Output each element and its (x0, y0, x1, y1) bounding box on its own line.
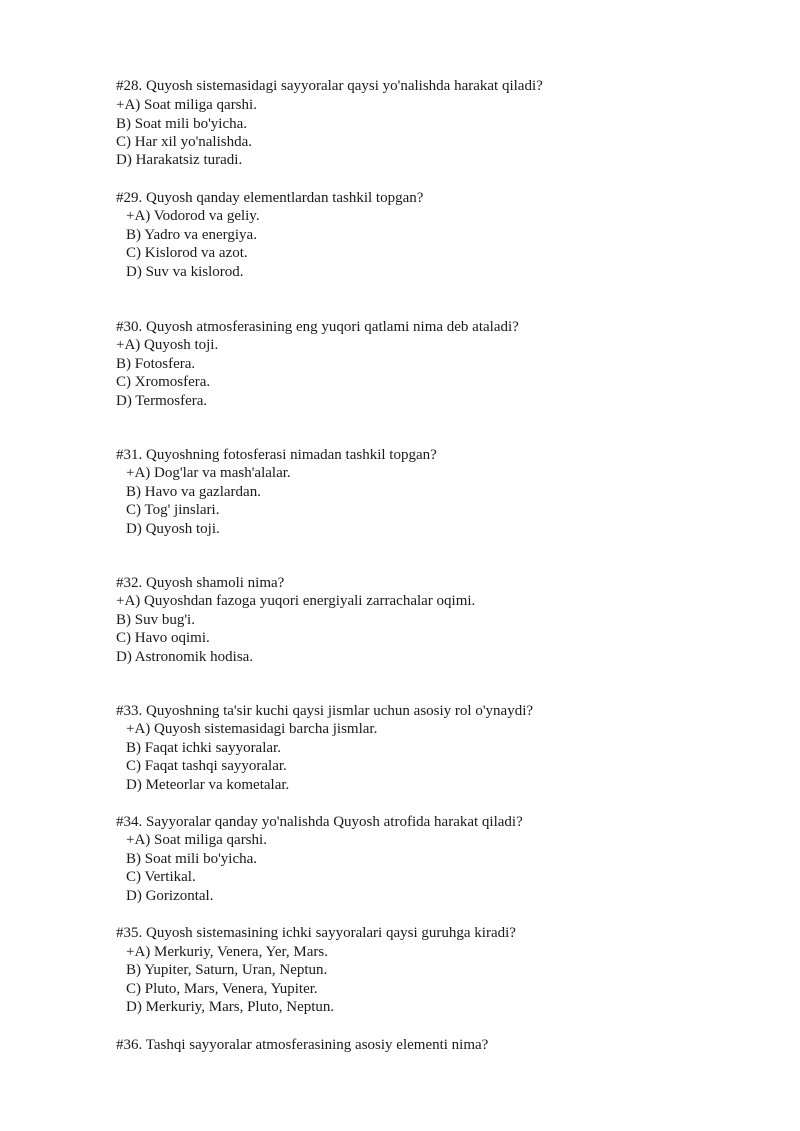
option-32-d: D) Astronomik hodisa. (116, 649, 254, 665)
option-31-b: B) Havo va gazlardan. (126, 484, 261, 500)
option-34-c: C) Vertikal. (126, 869, 196, 885)
option-35-b: B) Yupiter, Saturn, Uran, Neptun. (126, 962, 328, 978)
option-28-a: +A) Soat miliga qarshi. (116, 97, 257, 113)
option-29-c: C) Kislorod va azot. (126, 245, 248, 261)
option-32-b: B) Suv bug'i. (116, 612, 195, 628)
option-32-c: C) Havo oqimi. (116, 630, 210, 646)
option-30-c: C) Xromosfera. (116, 374, 211, 390)
question-33: #33. Quyoshning ta'sir kuchi qaysi jismlar uchun asosiy rol o'ynaydi? (116, 703, 534, 719)
option-29-a: +A) Vodorod va geliy. (126, 208, 260, 224)
question-29: #29. Quyosh qanday elementlardan tashkil topgan? (116, 190, 424, 206)
option-35-d: D) Merkuriy, Mars, Pluto, Neptun. (126, 999, 335, 1015)
option-33-c: C) Faqat tashqi sayyoralar. (126, 758, 287, 774)
option-34-a: +A) Soat miliga qarshi. (126, 832, 267, 848)
option-31-d: D) Quyosh toji. (126, 521, 220, 537)
option-30-a: +A) Quyosh toji. (116, 337, 219, 353)
option-30-d: D) Termosfera. (116, 393, 208, 409)
option-35-a: +A) Merkuriy, Venera, Yer, Mars. (126, 944, 328, 960)
option-29-b: B) Yadro va energiya. (126, 227, 257, 243)
option-31-a: +A) Dog'lar va mash'alalar. (126, 465, 291, 481)
question-30: #30. Quyosh atmosferasining eng yuqori qatlami nima deb ataladi? (116, 319, 519, 335)
option-33-a: +A) Quyosh sistemasidagi barcha jismlar. (126, 721, 378, 737)
question-31: #31. Quyoshning fotosferasi nimadan tashkil topgan? (116, 447, 437, 463)
option-28-b: B) Soat mili bo'yicha. (116, 116, 248, 132)
question-28: #28. Quyosh sistemasidagi sayyoralar qaysi yo'nalishda harakat qiladi? (116, 78, 543, 94)
option-31-c: C) Tog' jinslari. (126, 502, 220, 518)
option-29-d: D) Suv va kislorod. (126, 264, 244, 280)
option-33-d: D) Meteorlar va kometalar. (126, 777, 290, 793)
question-32: #32. Quyosh shamoli nima? (116, 575, 285, 591)
option-28-c: C) Har xil yo'nalishda. (116, 134, 253, 150)
question-35: #35. Quyosh sistemasining ichki sayyoralari qaysi guruhga kiradi? (116, 925, 516, 941)
option-34-d: D) Gorizontal. (126, 888, 214, 904)
option-30-b: B) Fotosfera. (116, 356, 196, 372)
question-36: #36. Tashqi sayyoralar atmosferasining asosiy elementi nima? (116, 1037, 489, 1053)
option-35-c: C) Pluto, Mars, Venera, Yupiter. (126, 981, 318, 997)
option-33-b: B) Faqat ichki sayyoralar. (126, 740, 281, 756)
option-28-d: D) Harakatsiz turadi. (116, 152, 243, 168)
option-32-a: +A) Quyoshdan fazoga yuqori energiyali zarrachalar oqimi. (116, 593, 476, 609)
option-34-b: B) Soat mili bo'yicha. (126, 851, 258, 867)
question-34: #34. Sayyoralar qanday yo'nalishda Quyosh atrofida harakat qiladi? (116, 814, 523, 830)
